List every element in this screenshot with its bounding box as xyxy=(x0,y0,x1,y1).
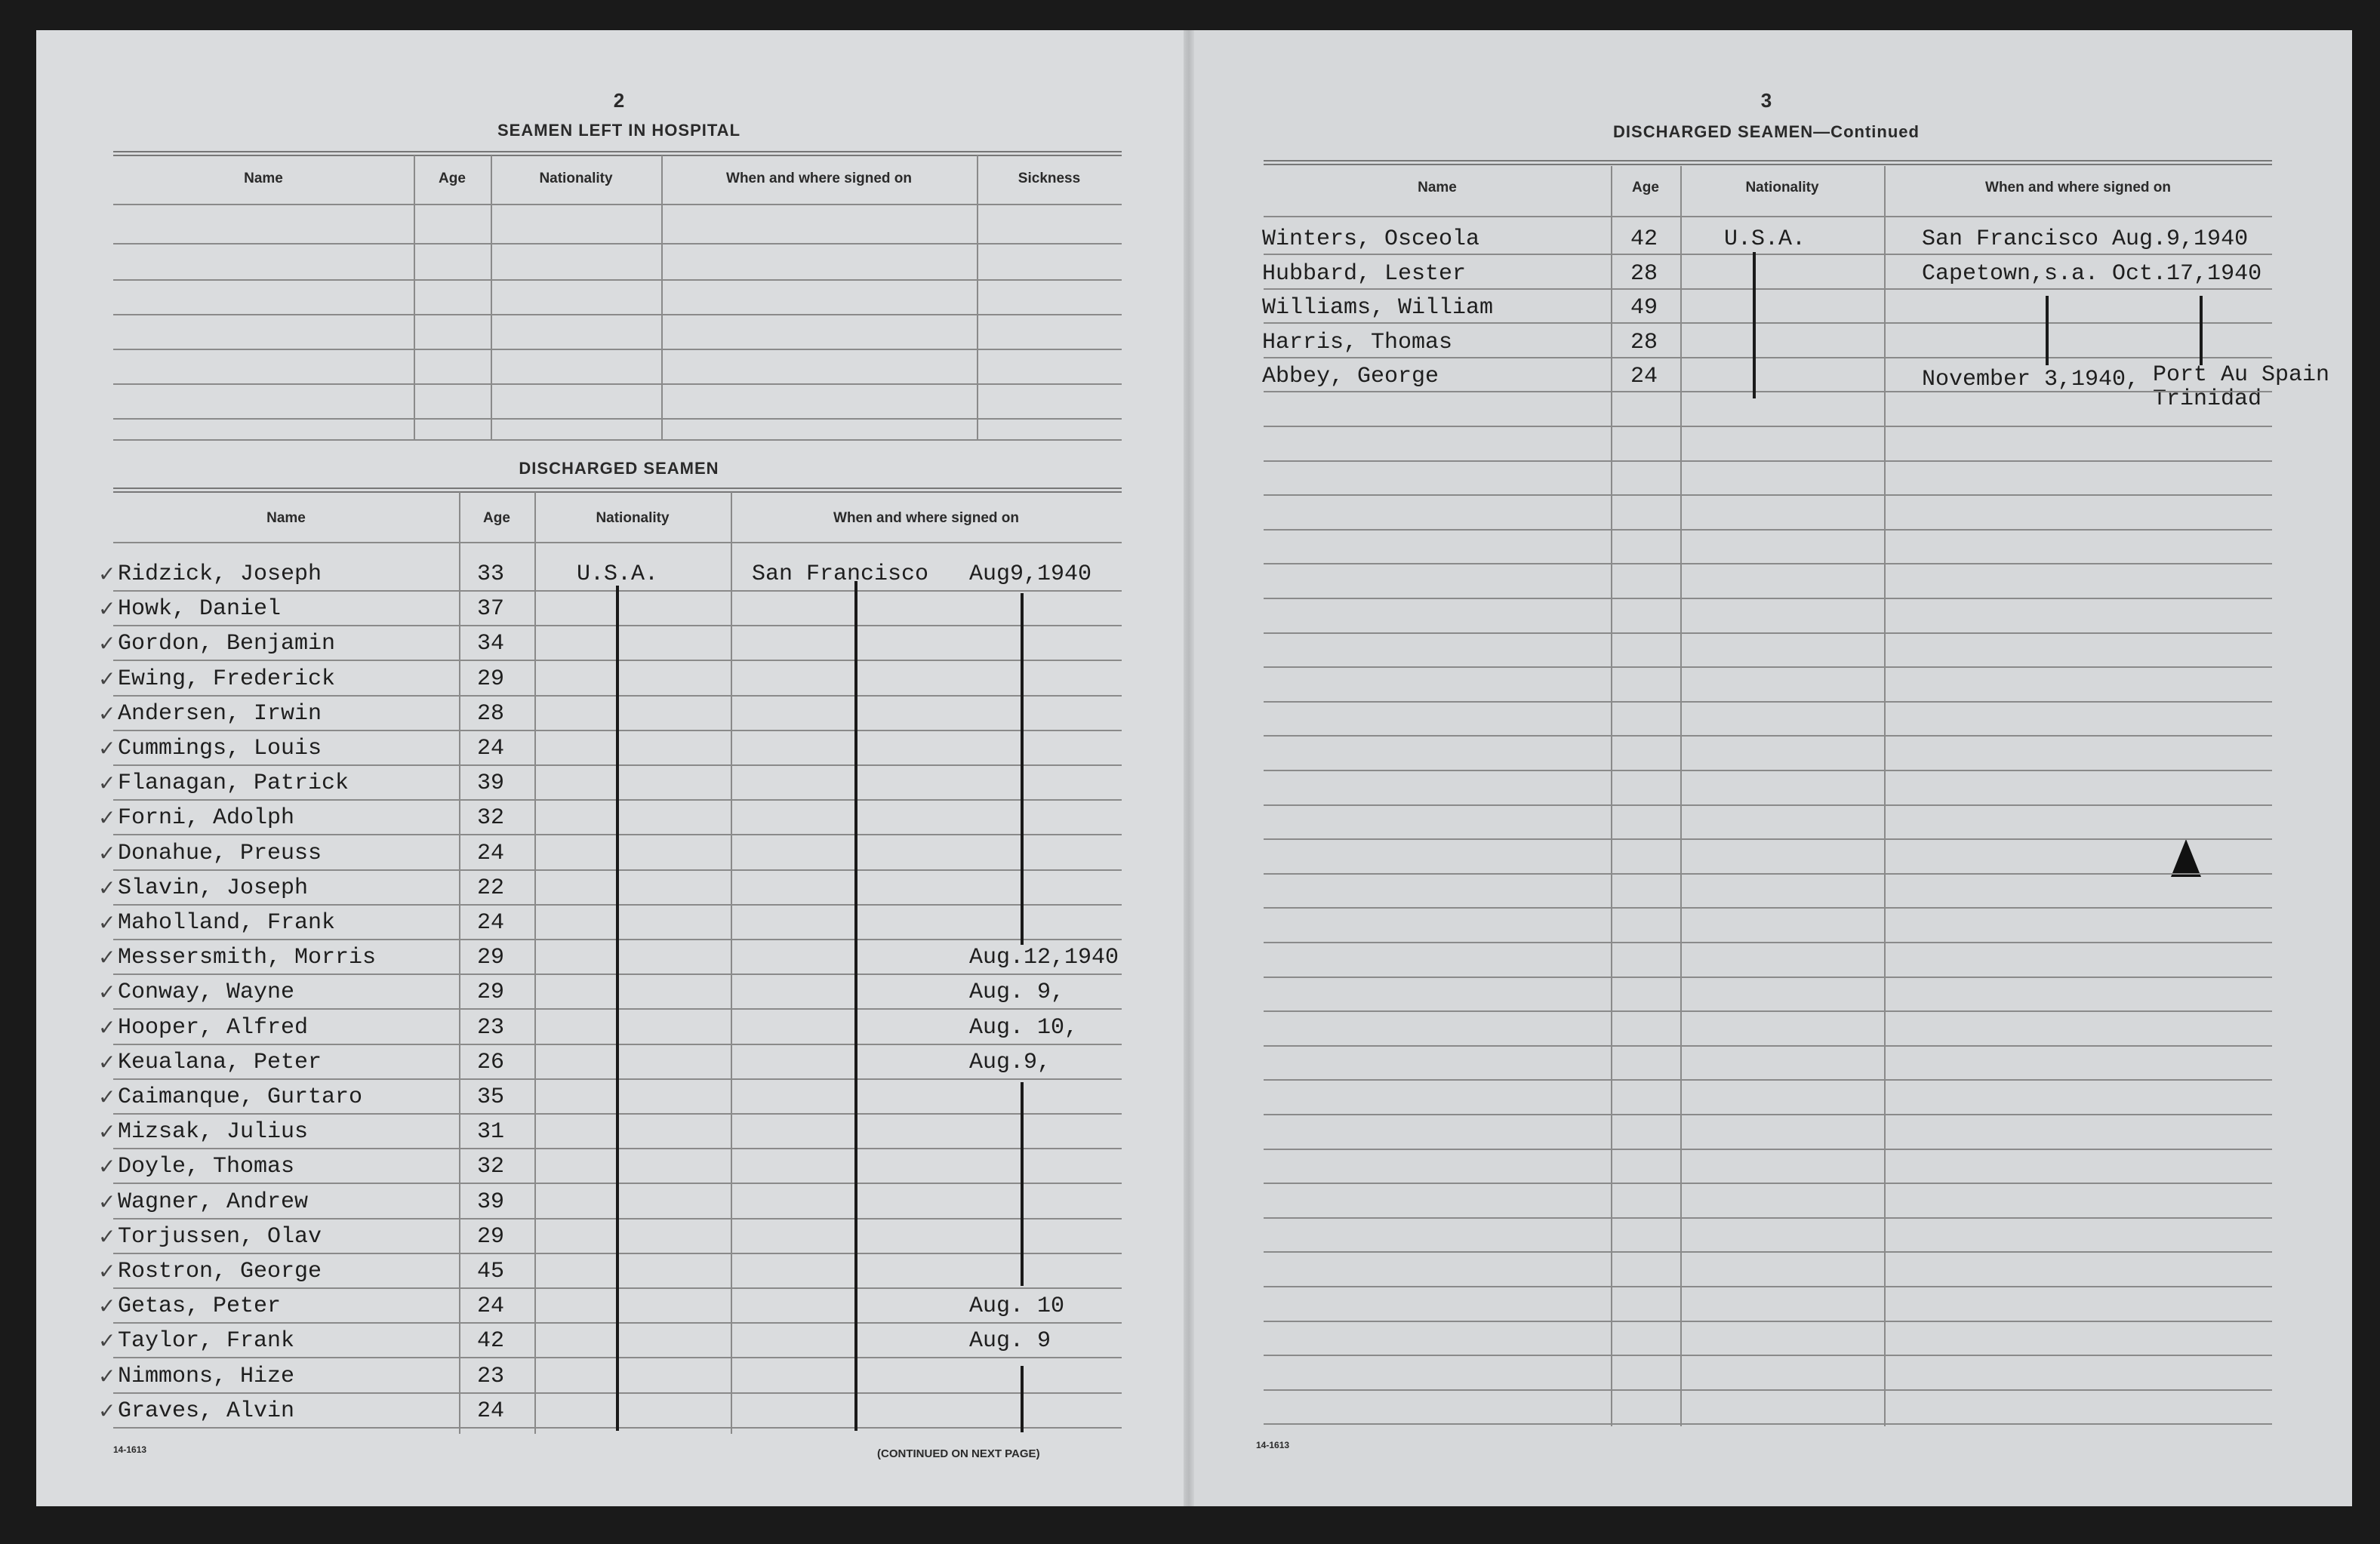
hospital-table-top-rule xyxy=(113,151,1122,156)
ruled-line xyxy=(1264,1251,2272,1253)
ruled-line xyxy=(1264,804,2272,806)
left-page xyxy=(36,30,1190,1506)
seaman-age: 49 xyxy=(1630,295,1658,321)
signed-on: San Francisco Aug.9,1940 xyxy=(1922,226,2249,252)
hospital-header-3: When and where signed on xyxy=(726,171,912,186)
seaman-age: 29 xyxy=(477,945,505,971)
ruled-line xyxy=(1264,838,2272,840)
seaman-name: Howk, Daniel xyxy=(118,596,282,623)
seaman-name: Ridzick, Joseph xyxy=(118,561,322,587)
check-mark-icon: ✓ xyxy=(98,1189,116,1214)
check-mark-icon: ✓ xyxy=(98,875,116,900)
ruled-line xyxy=(1264,254,2272,255)
hospital-header-4: Sickness xyxy=(1018,171,1081,186)
seaman-age: 31 xyxy=(477,1119,505,1146)
seaman-name: Harris, Thomas xyxy=(1262,329,1453,355)
seaman-name: Keualana, Peter xyxy=(118,1049,322,1075)
seaman-age: 29 xyxy=(477,980,505,1006)
hospital-header-1: Age xyxy=(439,171,466,186)
ruled-line xyxy=(1264,1079,2272,1081)
check-mark-icon: ✓ xyxy=(98,980,116,1005)
discharged-header-2: Nationality xyxy=(596,510,670,526)
check-mark-icon: ✓ xyxy=(98,1084,116,1109)
seaman-name: Williams, William xyxy=(1262,295,1494,321)
check-mark-icon: ✓ xyxy=(98,666,116,691)
seaman-age: 34 xyxy=(477,631,505,657)
seaman-age: 29 xyxy=(477,1223,505,1250)
ditto-line-date xyxy=(1021,1366,1024,1432)
seaman-age: 23 xyxy=(477,1014,505,1041)
signed-date: Aug. 9 xyxy=(969,1328,1051,1355)
seaman-age: 24 xyxy=(477,840,505,866)
seaman-age: 39 xyxy=(477,770,505,797)
signed-date: Aug. 9, xyxy=(969,980,1065,1006)
check-mark-icon: ✓ xyxy=(98,596,116,622)
ruled-line xyxy=(1264,1389,2272,1391)
hospital-row-rule xyxy=(113,314,1122,315)
seaman-age: 37 xyxy=(477,596,505,623)
signed-date: Aug.12,1940 xyxy=(969,945,1119,971)
check-mark-icon: ✓ xyxy=(98,1154,116,1180)
continued-col-divider xyxy=(1884,166,1886,1426)
seaman-name: Messersmith, Morris xyxy=(118,945,377,971)
check-mark-icon: ✓ xyxy=(98,631,116,657)
ruled-line xyxy=(1264,1423,2272,1425)
seaman-age: 24 xyxy=(477,1293,505,1320)
seaman-age: 28 xyxy=(1630,329,1658,355)
discharged-header-0: Name xyxy=(266,510,306,526)
ruled-line xyxy=(1264,563,2272,564)
check-mark-icon: ✓ xyxy=(98,1293,116,1319)
continued-header-rule xyxy=(1264,216,2272,217)
seaman-name: Doyle, Thomas xyxy=(118,1154,295,1180)
ditto-line-place xyxy=(2046,296,2049,365)
signed-date: Aug. 10 xyxy=(969,1293,1065,1320)
continued-note: (CONTINUED ON NEXT PAGE) xyxy=(877,1447,1040,1460)
signed-on: Capetown,s.a. Oct.17,1940 xyxy=(1922,260,2262,287)
signed-place: San Francisco xyxy=(752,561,929,587)
ditto-line-nationality xyxy=(616,586,619,1431)
ruled-line xyxy=(1264,977,2272,978)
seaman-age: 22 xyxy=(477,875,505,901)
check-mark-icon: ✓ xyxy=(98,1259,116,1284)
check-mark-icon: ✓ xyxy=(98,770,116,796)
seaman-age: 24 xyxy=(1630,364,1658,390)
ruled-line xyxy=(1264,942,2272,943)
hospital-col-divider xyxy=(661,155,663,439)
ruled-line xyxy=(1264,632,2272,634)
check-mark-icon: ✓ xyxy=(98,736,116,761)
hospital-col-divider xyxy=(977,155,978,439)
page-number-left: 2 xyxy=(613,89,625,112)
binding-spine xyxy=(1184,30,1194,1506)
hospital-header-rule xyxy=(113,204,1122,205)
ruled-line xyxy=(1264,598,2272,599)
continued-col-divider xyxy=(1680,166,1682,1426)
seaman-name: Gordon, Benjamin xyxy=(118,631,336,657)
seaman-name: Ewing, Frederick xyxy=(118,666,336,692)
seaman-age: 28 xyxy=(477,700,505,727)
seaman-name: Graves, Alvin xyxy=(118,1398,295,1424)
seaman-name: Mizsak, Julius xyxy=(118,1119,309,1146)
seaman-name: Donahue, Preuss xyxy=(118,840,322,866)
seaman-name: Conway, Wayne xyxy=(118,980,295,1006)
seaman-age: 24 xyxy=(477,910,505,936)
seaman-name: Cummings, Louis xyxy=(118,736,322,761)
seaman-age: 23 xyxy=(477,1363,505,1389)
ditto-line-place xyxy=(854,581,857,1431)
seaman-age: 24 xyxy=(477,1398,505,1424)
hospital-header-0: Name xyxy=(244,171,283,186)
ruled-line xyxy=(1264,1183,2272,1184)
ditto-line-date xyxy=(2200,296,2203,365)
ruled-line xyxy=(1264,1321,2272,1322)
seaman-name: Getas, Peter xyxy=(118,1293,282,1320)
ruled-line xyxy=(1264,1149,2272,1150)
seaman-age: 35 xyxy=(477,1084,505,1110)
hospital-row-rule xyxy=(113,418,1122,420)
seaman-nationality: U.S.A. xyxy=(577,561,659,587)
seaman-age: 42 xyxy=(477,1328,505,1355)
seaman-name: Hubbard, Lester xyxy=(1262,260,1467,287)
seaman-name: Winters, Osceola xyxy=(1262,226,1480,252)
continued-header-1: Age xyxy=(1632,180,1659,195)
signed-date: Aug.9, xyxy=(969,1049,1051,1075)
ruled-line xyxy=(1264,357,2272,358)
hospital-header-2: Nationality xyxy=(539,171,613,186)
check-mark-icon: ✓ xyxy=(98,840,116,866)
hospital-row-rule xyxy=(113,439,1122,441)
check-mark-icon: ✓ xyxy=(98,805,116,831)
discharged-col-divider xyxy=(534,492,536,1434)
ruled-line xyxy=(1264,288,2272,290)
check-mark-icon: ✓ xyxy=(98,1363,116,1389)
ditto-line-date xyxy=(1021,1082,1024,1286)
seaman-age: 29 xyxy=(477,666,505,692)
seaman-name: Maholland, Frank xyxy=(118,910,336,936)
seaman-age: 33 xyxy=(477,561,505,587)
continued-header-0: Name xyxy=(1418,180,1457,195)
ruled-line xyxy=(1264,907,2272,909)
check-mark-icon: ✓ xyxy=(98,945,116,970)
hospital-row-rule xyxy=(113,383,1122,385)
signed-date: Aug9,1940 xyxy=(969,561,1092,587)
check-mark-icon: ✓ xyxy=(98,561,116,586)
ruled-line xyxy=(1264,1010,2272,1012)
seaman-age: 39 xyxy=(477,1189,505,1215)
ruled-line xyxy=(1264,529,2272,531)
ditto-line-date xyxy=(1021,593,1024,945)
seaman-name: Torjussen, Olav xyxy=(118,1223,322,1250)
seaman-name: Flanagan, Patrick xyxy=(118,770,349,797)
discharged-col-divider xyxy=(459,492,460,1434)
discharged-table-top-rule xyxy=(113,487,1122,493)
seaman-name: Nimmons, Hize xyxy=(118,1363,295,1389)
form-number-left: 14-1613 xyxy=(113,1444,147,1455)
ruled-line xyxy=(1264,426,2272,427)
continued-table-title: DISCHARGED SEAMEN—Continued xyxy=(1613,122,1920,141)
ruled-line xyxy=(1264,1355,2272,1356)
seaman-name: Andersen, Irwin xyxy=(118,700,322,727)
ruled-line xyxy=(1264,460,2272,462)
check-mark-icon: ✓ xyxy=(98,1049,116,1075)
seaman-name: Wagner, Andrew xyxy=(118,1189,309,1215)
check-mark-icon: ✓ xyxy=(98,1014,116,1040)
seaman-age: 28 xyxy=(1630,260,1658,287)
trinidad-note: Trinidad xyxy=(2153,386,2262,412)
discharged-header-1: Age xyxy=(483,510,510,526)
seaman-name: Taylor, Frank xyxy=(118,1328,295,1355)
continued-header-2: Nationality xyxy=(1745,180,1819,195)
ruled-line xyxy=(1264,1286,2272,1287)
ruled-line xyxy=(1264,494,2272,496)
seaman-nationality: U.S.A. xyxy=(1724,226,1806,252)
seaman-age: 32 xyxy=(477,805,505,832)
hospital-row-rule xyxy=(113,279,1122,281)
discharged-header-3: When and where signed on xyxy=(833,510,1019,526)
discharged-table-title: DISCHARGED SEAMEN xyxy=(519,459,719,478)
seaman-name: Caimanque, Gurtaro xyxy=(118,1084,363,1110)
hospital-row-rule xyxy=(113,243,1122,245)
continued-header-3: When and where signed on xyxy=(1985,180,2171,195)
seaman-name: Forni, Adolph xyxy=(118,805,295,832)
ruled-line xyxy=(1264,873,2272,875)
hospital-col-divider xyxy=(491,155,492,439)
page-number-right: 3 xyxy=(1760,89,1772,112)
form-number-right: 14-1613 xyxy=(1256,1440,1290,1450)
seaman-age: 45 xyxy=(477,1259,505,1284)
ditto-line-nationality xyxy=(1753,252,1756,398)
seaman-name: Abbey, George xyxy=(1262,364,1439,390)
continued-col-divider xyxy=(1611,166,1612,1426)
discharged-col-divider xyxy=(731,492,732,1434)
seaman-name: Slavin, Joseph xyxy=(118,875,309,901)
ruled-line xyxy=(1264,701,2272,703)
ruled-line xyxy=(1264,1217,2272,1219)
ruled-line xyxy=(1264,735,2272,737)
check-mark-icon: ✓ xyxy=(98,1328,116,1354)
hospital-table-title: SEAMEN LEFT IN HOSPITAL xyxy=(497,121,741,140)
seaman-age: 26 xyxy=(477,1049,505,1075)
hospital-col-divider xyxy=(414,155,415,439)
signed-on: November 3,1940, xyxy=(1922,367,2140,393)
discharged-header-rule xyxy=(113,542,1122,543)
seaman-age: 24 xyxy=(477,736,505,761)
ink-blot xyxy=(2171,839,2201,877)
seaman-name: Rostron, George xyxy=(118,1259,322,1284)
hospital-row-rule xyxy=(113,349,1122,350)
ruled-line xyxy=(1264,322,2272,324)
check-mark-icon: ✓ xyxy=(98,1223,116,1249)
ruled-line xyxy=(1264,1114,2272,1115)
seaman-name: Hooper, Alfred xyxy=(118,1014,309,1041)
seaman-age: 42 xyxy=(1630,226,1658,252)
port-au-spain-note: Port Au Spain xyxy=(2153,362,2330,388)
check-mark-icon: ✓ xyxy=(98,1398,116,1423)
signed-date: Aug. 10, xyxy=(969,1014,1079,1041)
ruled-line xyxy=(1264,770,2272,771)
continued-table-top-rule xyxy=(1264,160,2272,165)
seaman-age: 32 xyxy=(477,1154,505,1180)
ruled-line xyxy=(1264,666,2272,668)
check-mark-icon: ✓ xyxy=(98,1119,116,1145)
check-mark-icon: ✓ xyxy=(98,910,116,935)
ruled-line xyxy=(1264,1045,2272,1047)
check-mark-icon: ✓ xyxy=(98,700,116,726)
